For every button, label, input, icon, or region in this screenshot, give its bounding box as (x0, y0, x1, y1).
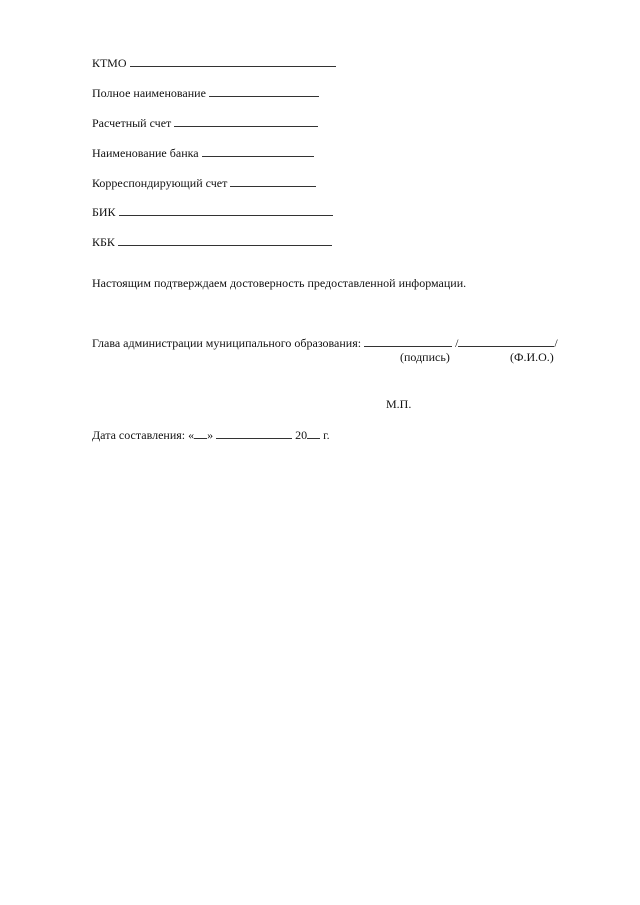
field-line (209, 85, 319, 97)
field-label: КБК (92, 235, 115, 249)
year-line (307, 427, 320, 439)
day-line (194, 427, 207, 439)
field-label: Наименование банка (92, 146, 199, 160)
year-suffix: г. (323, 428, 330, 442)
field-label: Корреспондирующий счет (92, 176, 228, 190)
separator-slash: / (455, 336, 459, 350)
field-line (118, 234, 332, 246)
field-line (174, 115, 318, 127)
field-ktmo (92, 55, 336, 70)
field-corr-account (92, 175, 316, 190)
field-label: Полное наименование (92, 86, 206, 100)
year-prefix: 20 (295, 428, 308, 442)
field-line (130, 55, 336, 67)
field-label: БИК (92, 205, 116, 219)
month-line (216, 427, 292, 439)
field-account (92, 115, 318, 130)
date-close-quote: » (207, 428, 214, 442)
field-line (230, 175, 316, 187)
field-label: КТМО (92, 56, 127, 70)
date-row (92, 427, 330, 442)
field-kbk (92, 234, 332, 249)
caption-name: (Ф.И.О.) (510, 350, 554, 364)
field-line (202, 145, 314, 157)
field-label: Расчетный счет (92, 116, 172, 130)
name-line (458, 335, 554, 347)
seal-mark: М.П. (386, 397, 412, 411)
date-label: Дата составления: « (92, 428, 195, 442)
separator-slash: / (554, 336, 558, 350)
signature-label: Глава администрации муниципального образования: (92, 336, 362, 350)
signature-row (92, 335, 558, 350)
field-bik (92, 204, 333, 219)
field-line (119, 204, 333, 216)
confirmation-text: Настоящим подтверждаем достоверность предоставленной информации. (92, 276, 467, 290)
signature-line (364, 335, 452, 347)
field-bank-name (92, 145, 314, 160)
caption-signature: (подпись) (400, 350, 450, 364)
field-full-name (92, 85, 319, 100)
